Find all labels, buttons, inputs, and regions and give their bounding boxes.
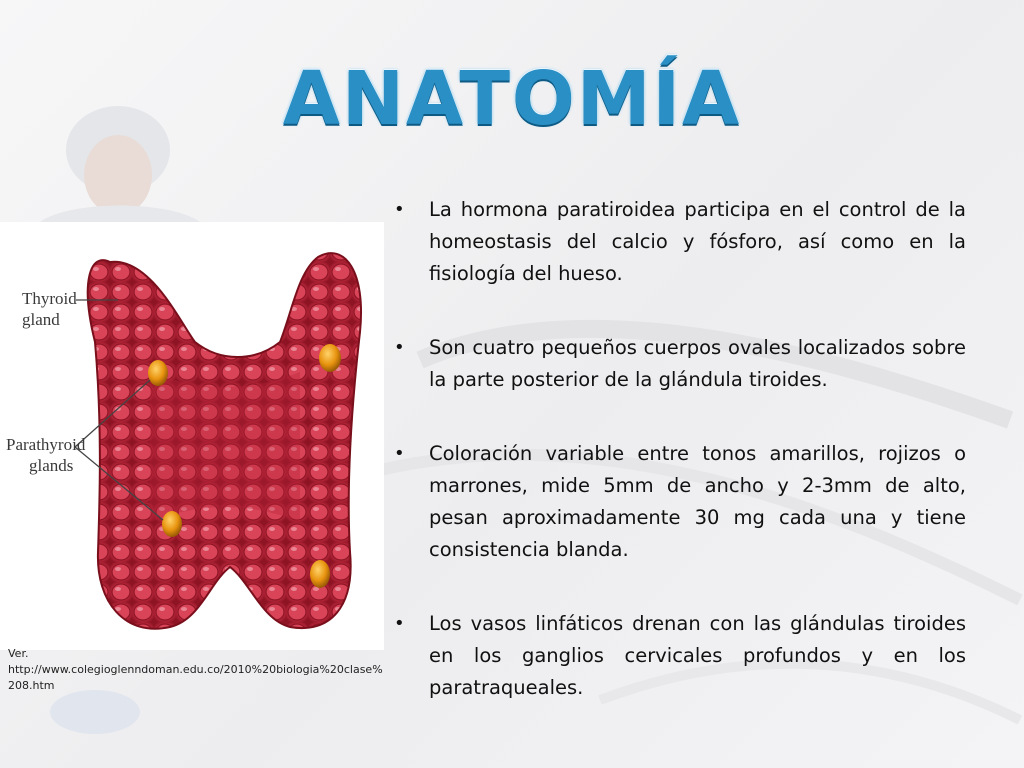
slide-title: ANATOMÍA — [282, 56, 742, 142]
parathyroid-label-line1: Parathyroid — [6, 435, 86, 454]
bullet-text: Los vasos linfáticos drenan con las glándulas tiroides en los ganglios cervicales profundos y en los paratraqueales. — [429, 612, 966, 699]
parathyroid-gland-lower-right — [310, 560, 330, 588]
bullet-dot-icon: • — [394, 613, 405, 634]
parathyroid-gland-upper-left — [148, 360, 168, 386]
parathyroid-label-line2: glands — [29, 456, 74, 475]
bullet-item — [394, 438, 966, 566]
image-source-caption — [8, 646, 386, 694]
bullet-item — [394, 194, 966, 290]
bullet-text: Coloración variable entre tonos amarillos, rojizos o marrones, mide 5mm de ancho y 2-3mm de alto, pesan aproximadamente 30 mg cada una y tiene consistencia blanda. — [429, 442, 966, 561]
bullet-item — [394, 608, 966, 704]
bullet-dot-icon: • — [394, 199, 405, 220]
thyroid-label — [22, 288, 77, 330]
bullet-item — [394, 332, 966, 396]
source-url-link[interactable]: http://www.colegioglenndoman.edu.co/2010%20biologia%20clase%208.htm — [8, 663, 383, 692]
thyroid-label-line1: Thyroid — [22, 289, 77, 308]
parathyroid-label — [6, 434, 85, 476]
bullet-dot-icon: • — [394, 443, 405, 464]
bullet-dot-icon: • — [394, 337, 405, 358]
caption-ver: Ver. — [8, 647, 29, 660]
bullet-list — [394, 194, 966, 704]
parathyroid-gland-lower-left — [162, 511, 182, 537]
thyroid-label-line2: gland — [22, 310, 60, 329]
bullet-text: La hormona paratiroidea participa en el control de la homeostasis del calcio y fósforo, así como en la fisiología del hueso. — [429, 198, 966, 285]
thyroid-illustration — [0, 222, 384, 650]
parathyroid-gland-upper-right — [319, 344, 341, 372]
bullet-text: Son cuatro pequeños cuerpos ovales localizados sobre la parte posterior de la glándula tiroides. — [429, 336, 966, 391]
